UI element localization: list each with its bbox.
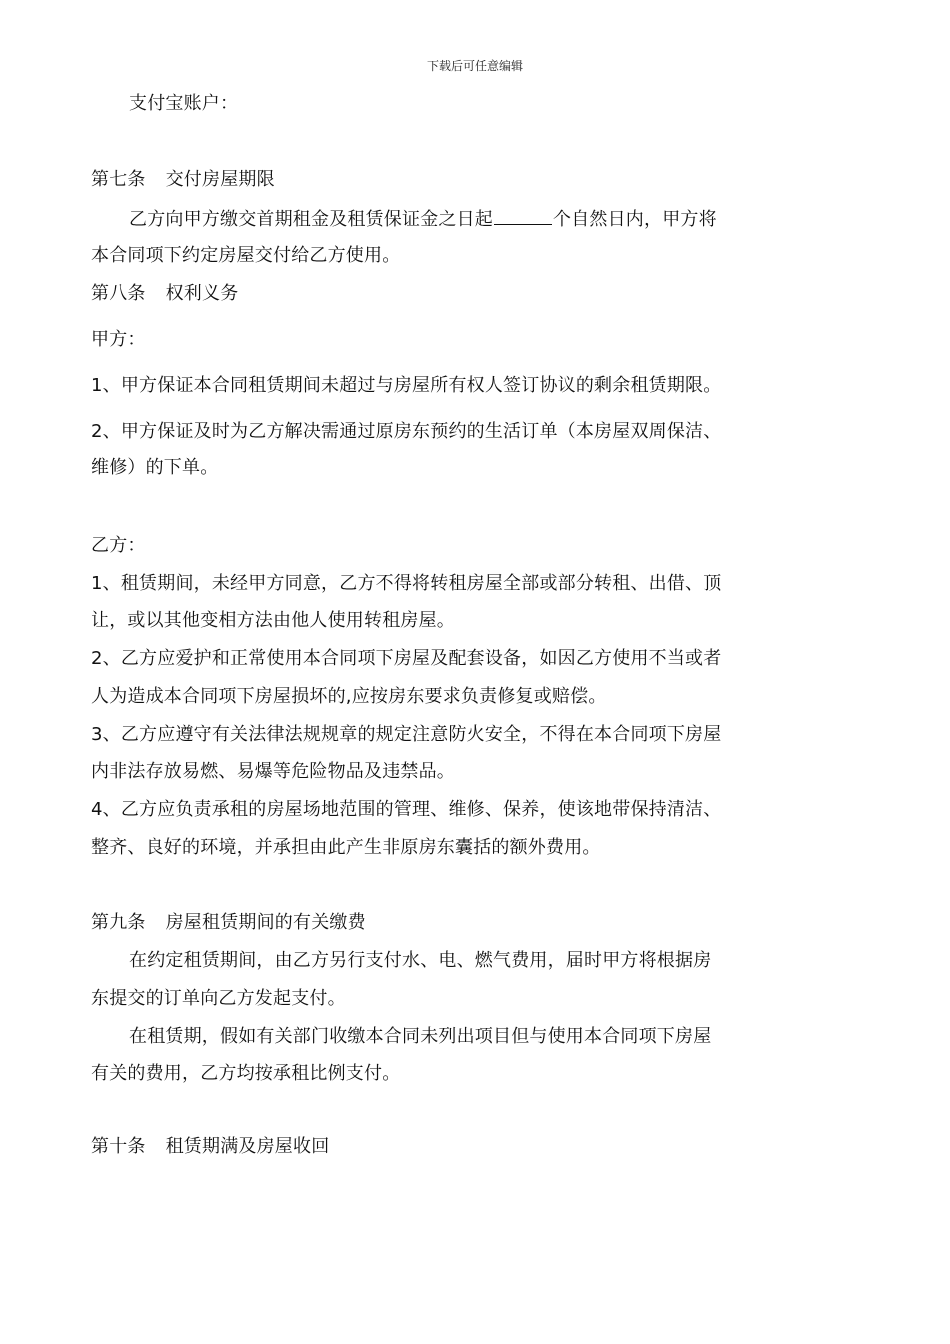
party-b-item-4-line-1: 4、乙方应负责承租的房屋场地范围的管理、维修、保养，使该地带保持清洁、 — [91, 799, 722, 820]
party-b-item-1-line-2: 让，或以其他变相方法由他人使用转租房屋。 — [91, 610, 455, 631]
days-blank-field — [494, 206, 552, 225]
article-9-paragraph-1-line-1: 在约定租赁期间，由乙方另行支付水、电、燃气费用，届时甲方将根据房 — [129, 950, 712, 971]
party-b-item-1-line-1: 1、租赁期间，未经甲方同意，乙方不得将转租房屋全部或部分转租、出借、顶 — [91, 573, 722, 594]
party-a-item-1: 1、甲方保证本合同租赁期间未超过与房屋所有权人签订协议的剩余租赁期限。 — [91, 375, 722, 396]
article-8-number: 第八条 — [91, 283, 146, 304]
article-7-text-part-1: 乙方向甲方缴交首期租金及租赁保证金之日起 — [129, 209, 493, 230]
article-7-number: 第七条 — [91, 169, 146, 190]
article-7-paragraph-line-2: 本合同项下约定房屋交付给乙方使用。 — [91, 245, 401, 266]
article-9-heading — [91, 911, 771, 935]
article-7-heading — [91, 168, 771, 192]
article-8-title: 权利义务 — [165, 283, 239, 304]
party-b-item-3-line-2: 内非法存放易燃、易爆等危险物品及违禁品。 — [91, 761, 455, 782]
party-b-item-3-line-1: 3、乙方应遵守有关法律法规规章的规定注意防火安全，不得在本合同项下房屋 — [91, 724, 722, 745]
article-10-heading — [91, 1135, 771, 1159]
party-a-item-2-line-2: 维修）的下单。 — [91, 457, 219, 478]
party-b-label: 乙方： — [91, 535, 146, 556]
article-10-title: 租赁期满及房屋收回 — [165, 1136, 330, 1157]
alipay-account-label: 支付宝账户： — [129, 93, 239, 114]
article-7-text-part-2: 个自然日内，甲方将 — [553, 209, 717, 230]
party-b-item-2-line-1: 2、乙方应爱护和正常使用本合同项下房屋及配套设备，如因乙方使用不当或者 — [91, 648, 722, 669]
article-7-title: 交付房屋期限 — [165, 169, 275, 190]
article-9-paragraph-1-line-2: 东提交的订单向乙方发起支付。 — [91, 988, 346, 1009]
page-header: 下载后可任意编辑 — [426, 59, 523, 73]
party-a-item-2-line-1: 2、甲方保证及时为乙方解决需通过原房东预约的生活订单（本房屋双周保洁、 — [91, 421, 722, 442]
article-9-title: 房屋租赁期间的有关缴费 — [165, 912, 366, 933]
party-a-label: 甲方： — [91, 329, 146, 350]
article-8-heading — [91, 282, 771, 306]
article-9-number: 第九条 — [91, 912, 146, 933]
article-9-paragraph-2-line-1: 在租赁期，假如有关部门收缴本合同未列出项目但与使用本合同项下房屋 — [129, 1026, 712, 1047]
article-9-paragraph-2-line-2: 有关的费用，乙方均按承租比例支付。 — [91, 1063, 401, 1084]
article-7-paragraph-line-1 — [129, 206, 809, 232]
party-b-item-2-line-2: 人为造成本合同项下房屋损坏的,应按房东要求负责修复或赔偿。 — [91, 686, 607, 707]
article-10-number: 第十条 — [91, 1136, 146, 1157]
party-b-item-4-line-2: 整齐、良好的环境，并承担由此产生非原房东囊括的额外费用。 — [91, 837, 601, 858]
